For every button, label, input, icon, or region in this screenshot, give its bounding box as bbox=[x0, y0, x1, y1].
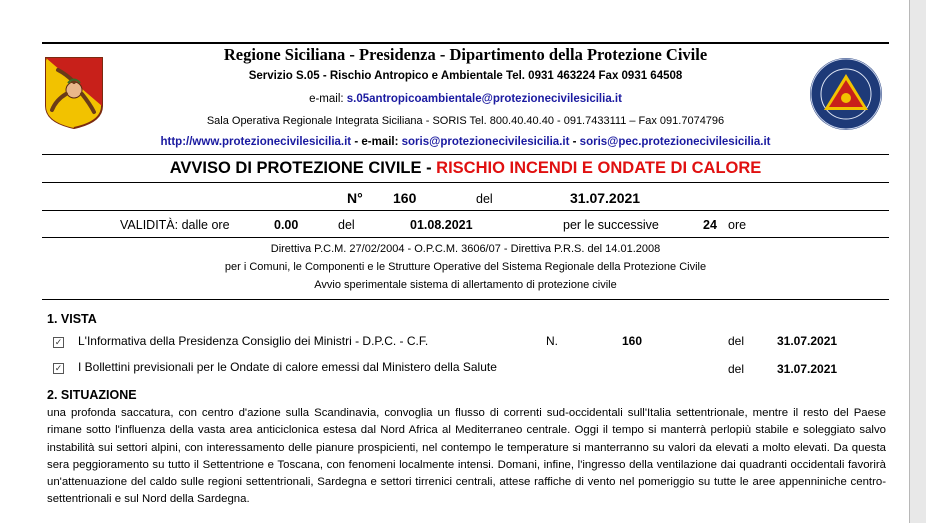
validita-ore-label: ore bbox=[728, 218, 747, 232]
vista-item-2-date: 31.07.2021 bbox=[777, 362, 838, 376]
email-link[interactable]: s.05antropicoambientale@protezionecivilesicilia.it bbox=[346, 93, 622, 105]
top-divider bbox=[42, 42, 889, 44]
vista-item-1-date: 31.07.2021 bbox=[777, 334, 838, 348]
avviso-title bbox=[42, 159, 889, 178]
avviso-title-red: RISCHIO INCENDI E ONDATE DI CALORE bbox=[436, 159, 762, 177]
vista-item-2-del: del bbox=[728, 362, 745, 376]
header-title: Regione Siciliana - Presidenza - Dipartimento della Protezione Civile bbox=[223, 45, 708, 64]
avviso-top-rule bbox=[42, 154, 889, 155]
vista-item-1-n-label: N. bbox=[546, 334, 558, 348]
soris-email-link[interactable]: soris@protezionecivilesicilia.it bbox=[401, 136, 570, 148]
validita-hours: 24 bbox=[703, 218, 717, 232]
vista-item-1-del: del bbox=[728, 334, 745, 348]
vista-item-1-n: 160 bbox=[622, 334, 643, 348]
num-label: N° bbox=[347, 190, 363, 206]
direttiva-line2: per i Comuni, le Componenti e le Strutture Operative del Sistema Regionale della Protezione Civile bbox=[224, 261, 707, 273]
validita-successive-label: per le successive bbox=[563, 218, 659, 232]
email2-label: - e-mail: bbox=[351, 136, 402, 148]
validita-bottom-rule bbox=[42, 237, 889, 238]
service-line: Servizio S.05 - Rischio Antropico e Ambientale Tel. 0931 463224 Fax 0931 64508 bbox=[248, 70, 683, 82]
sala-operativa-line: Sala Operativa Regionale Integrata Siciliana - SORIS Tel. 800.40.40.40 - 091.7433111 – Fax 091.7074796 bbox=[206, 115, 725, 127]
num-bottom-rule bbox=[42, 210, 889, 211]
vista-heading: 1. VISTA bbox=[47, 312, 97, 326]
vista-item-2-text: I Bollettini previsionali per le Ondate di calore emessi dal Ministero della Salute bbox=[78, 360, 497, 374]
situazione-text: una profonda saccatura, con centro d'azione sulla Scandinavia, convoglia un flusso di correnti sud-occidentali sull'Italia settentrionale, mentre il resto del Paese rimane sotto l'influenza della vasta area anticiclonica estesa dal Nord Africa al Mediterraneo centrale. Oggi il tempo si manterrà perlopiù stabile e soleggiato salvo instabilità sui settori alpini, con interessamento delle pianure prospicienti, nel contempo le temperature si manterranno su valori da elevati a molto elevati. Da questa sera peggioramento su tutto il Settentrione e Toscana, con fenomeni localmente intensi. Domani, infine, l'ingresso della ventilazione dai quadranti occidentali favorirà un'attenuazione del caldo sulle regioni settentrionali, Sardegna e settori tirrenici centrali, attese raffiche di vento nel pomeriggio su tutte le aree appenniniche centro-settentrionali e sul Nord della Sardegna. bbox=[47, 407, 886, 506]
avviso-date: 31.07.2021 bbox=[570, 190, 641, 206]
validita-del-label: del bbox=[338, 218, 355, 232]
situazione-heading: 2. SITUAZIONE bbox=[47, 388, 137, 402]
vista-checkbox-2[interactable]: ✓ bbox=[54, 363, 63, 373]
avviso-number: 160 bbox=[393, 190, 417, 206]
email-line bbox=[42, 93, 889, 105]
validita-hour: 0.00 bbox=[274, 218, 299, 232]
validita-date: 01.08.2021 bbox=[410, 218, 473, 232]
avviso-mid-rule bbox=[42, 182, 889, 183]
direttiva-line3: Avvio sperimentale sistema di allertamento di protezione civile bbox=[314, 279, 617, 291]
viewer-scroll-gutter[interactable] bbox=[910, 0, 926, 523]
direttiva-line1: Direttiva P.C.M. 27/02/2004 - O.P.C.M. 3606/07 - Direttiva P.R.S. del 14.01.2008 bbox=[270, 243, 661, 255]
vista-item-1-text: L'Informativa della Presidenza Consiglio dei Ministri - D.P.C. - C.F. bbox=[78, 334, 429, 348]
email-label: e-mail: bbox=[309, 93, 347, 105]
direttiva-bottom-rule bbox=[42, 299, 889, 300]
soris-pec-link[interactable]: soris@pec.protezionecivilesicilia.it bbox=[579, 136, 771, 148]
avviso-del-label: del bbox=[476, 192, 493, 206]
avviso-title-black: AVVISO DI PROTEZIONE CIVILE - bbox=[169, 159, 437, 177]
contacts-line bbox=[42, 136, 889, 148]
validita-label: VALIDITÀ: dalle ore bbox=[120, 218, 230, 232]
vista-checkbox-1[interactable]: ✓ bbox=[54, 337, 63, 347]
email3-sep: - bbox=[569, 136, 580, 148]
website-link[interactable]: http://www.protezionecivilesicilia.it bbox=[160, 136, 352, 148]
